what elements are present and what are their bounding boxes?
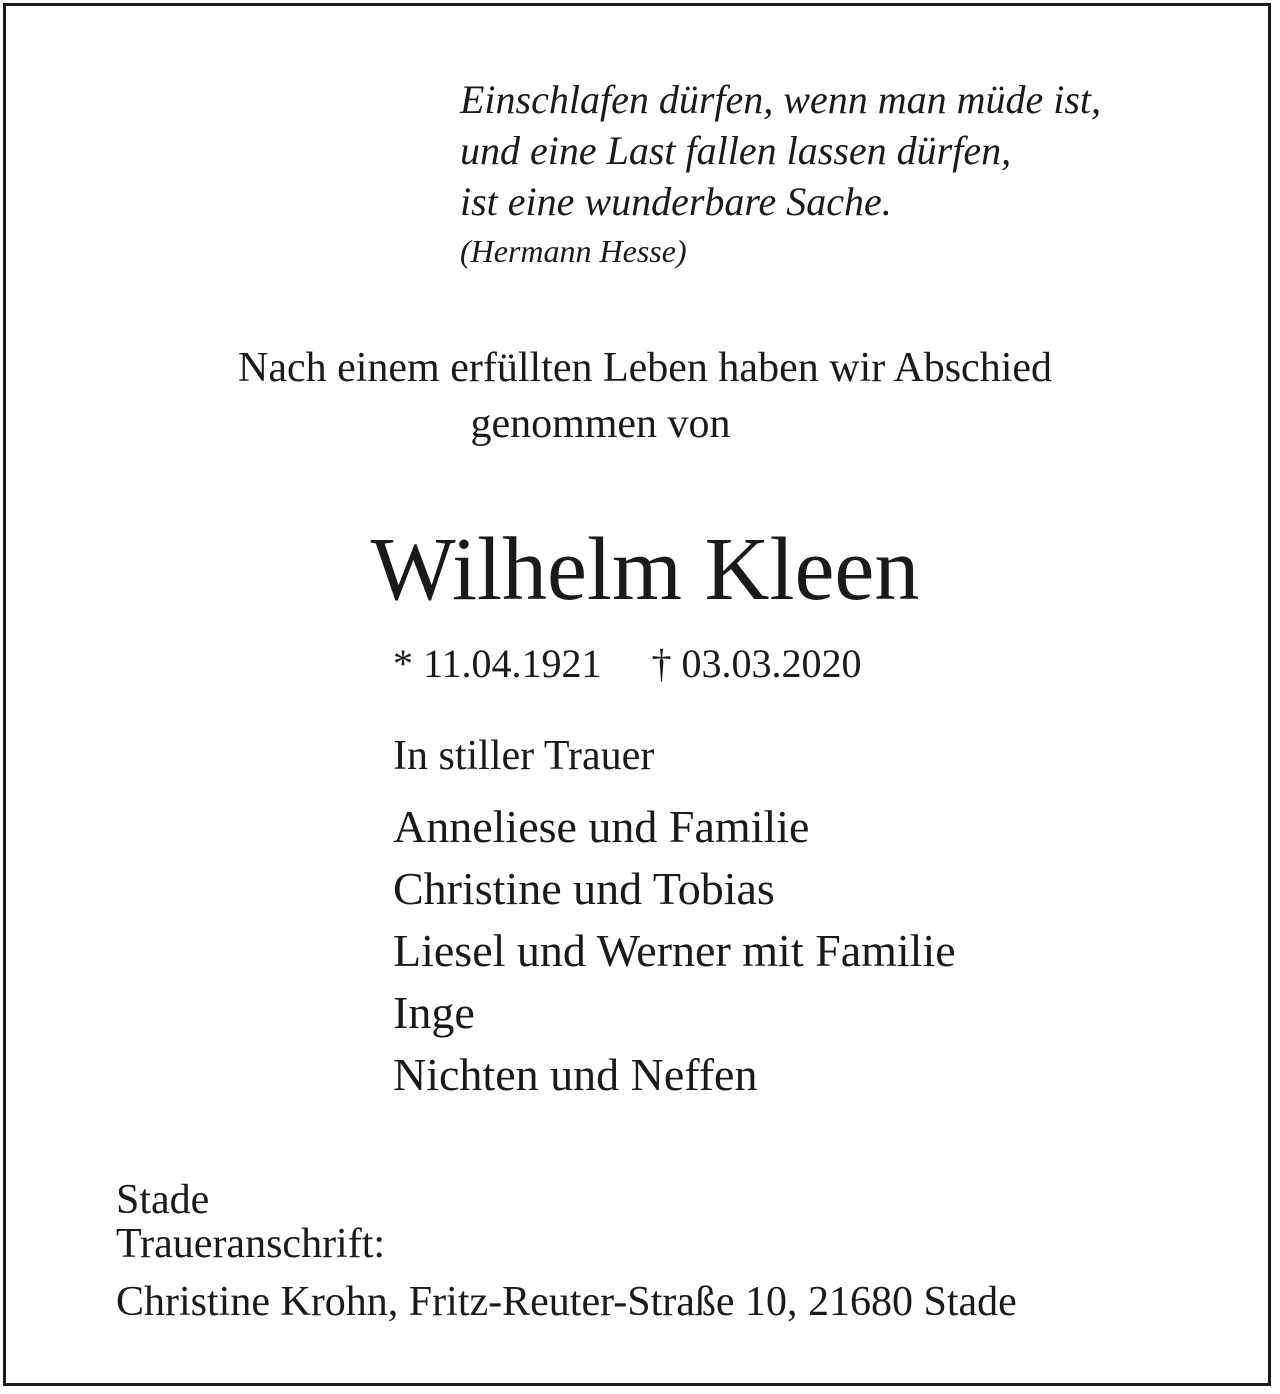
mourner-name: Christine und Tobias: [393, 863, 775, 914]
place-name: Stade: [116, 1177, 210, 1223]
mourning-address: Christine Krohn, Fritz-Reuter-Straße 10, 21680 Stade: [116, 1279, 1017, 1325]
quote-block: [460, 74, 1101, 273]
life-dates: [393, 640, 862, 688]
footer-block: [116, 1178, 1017, 1324]
mourner-name: Inge: [393, 987, 475, 1038]
death-date: † 03.03.2020: [651, 641, 862, 686]
mourner-name: Anneliese und Familie: [393, 801, 810, 852]
mourners-list: [393, 796, 956, 1106]
birth-date: * 11.04.1921: [393, 641, 602, 686]
intro-line-1: Nach einem erfüllten Leben haben wir Abschied: [237, 345, 1053, 391]
address-label: Traueranschrift:: [116, 1221, 386, 1267]
quote-line: Einschlafen dürfen, wenn man müde ist,: [460, 77, 1102, 122]
deceased-name: Wilhelm Kleen: [370, 520, 920, 619]
quote-line: ist eine wunderbare Sache.: [460, 179, 892, 224]
mourner-name: Liesel und Werner mit Familie: [393, 925, 956, 976]
quote-author: (Hermann Hesse): [460, 233, 687, 269]
mourning-heading: In stiller Trauer: [393, 733, 655, 779]
intro-text: [0, 340, 1280, 452]
quote-line: und eine Last fallen lassen dürfen,: [460, 128, 1012, 173]
intro-line-2: genommen von: [470, 401, 731, 447]
mourner-name: Nichten und Neffen: [393, 1049, 758, 1100]
